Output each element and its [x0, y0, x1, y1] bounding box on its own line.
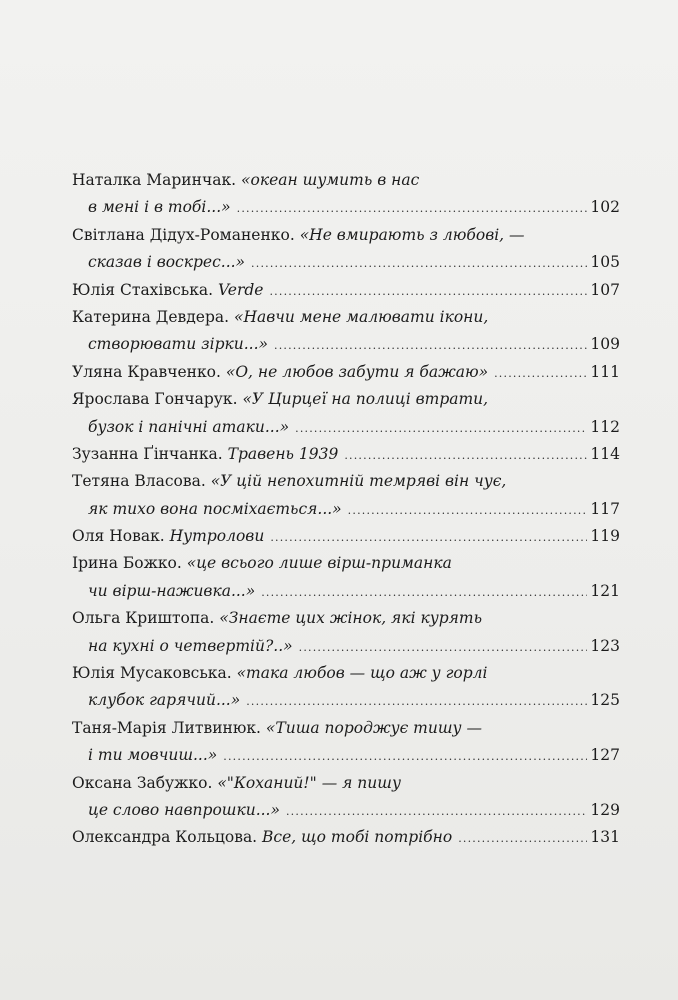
toc-title: «Навчи мене малювати ікони, — [233, 307, 489, 326]
toc-page-number: 114 — [590, 444, 620, 463]
toc-entry — [72, 824, 620, 851]
toc-entry — [72, 550, 620, 605]
toc-title: «така любов — що аж у горлі — [236, 664, 488, 683]
toc-entry — [72, 222, 620, 277]
toc-entry — [72, 441, 620, 468]
toc-entry — [72, 386, 620, 441]
toc-entry — [72, 770, 620, 825]
dot-leader — [246, 688, 587, 715]
toc-page-number: 105 — [590, 253, 620, 272]
toc-page-number: 117 — [590, 499, 620, 518]
toc-entry — [72, 277, 620, 304]
dot-leader — [261, 579, 587, 606]
dot-leader — [223, 743, 587, 770]
toc-author: Катерина Девдера. — [72, 307, 230, 326]
toc-author: Юлія Стахівська. — [72, 280, 214, 299]
toc-author: Наталка Маринчак. — [72, 171, 237, 189]
toc-entry — [72, 359, 620, 386]
toc-author: Юлія Мусаковська. — [72, 664, 232, 683]
dot-leader — [299, 634, 588, 661]
dot-leader — [270, 524, 587, 551]
toc-author: Уляна Кравченко. — [72, 362, 221, 381]
toc-author: Таня-Марія Литвинюк. — [72, 718, 261, 737]
toc-title-continued: на кухні о четвертій?..» — [88, 636, 293, 655]
toc-author: Тетяна Власова. — [72, 472, 206, 491]
dot-leader — [269, 278, 587, 305]
toc-page-number: 107 — [590, 280, 620, 299]
toc-entry — [72, 605, 620, 660]
toc-title: Нутролови — [169, 527, 265, 546]
toc-title: «"Коханий!" — я пишу — [217, 773, 401, 792]
dot-leader — [237, 195, 588, 222]
toc-page-number: 131 — [590, 828, 620, 847]
toc-page-number: 123 — [590, 636, 620, 655]
toc-entry — [72, 523, 620, 550]
toc-title-continued: в мені і в тобі...» — [88, 198, 231, 217]
dot-leader — [286, 798, 587, 825]
toc-title: «О, не любов забути я бажаю» — [225, 362, 489, 381]
toc-title-continued: сказав і воскрес...» — [88, 253, 246, 272]
toc-page-number: 129 — [590, 800, 620, 819]
dot-leader — [344, 442, 587, 469]
toc-author: Світлана Дідух-Романенко. — [72, 225, 295, 244]
toc-entry — [72, 304, 620, 359]
dot-leader — [251, 250, 587, 277]
toc-author: Ярослава Гончарук. — [72, 390, 238, 409]
toc-page-number: 102 — [590, 198, 620, 217]
toc-author: Зузанна Ґінчанка. — [72, 444, 223, 463]
toc-page-number: 121 — [590, 581, 620, 600]
toc-title-continued: клубок гарячий...» — [88, 691, 241, 710]
toc-title-continued: бузок і панічні атаки...» — [88, 417, 290, 436]
dot-leader — [348, 497, 588, 524]
toc-title-continued: і ти мовчиш...» — [88, 746, 218, 765]
toc-entry — [72, 167, 620, 222]
toc-title: «У цій непохитній темряві він чує, — [210, 472, 507, 491]
toc-title-continued: як тихо вона посміхається...» — [88, 499, 342, 518]
toc-page-number: 109 — [590, 335, 620, 354]
toc-author: Оксана Забужко. — [72, 773, 213, 792]
toc-author: Ірина Божко. — [72, 554, 182, 573]
toc-title-continued: створювати зірки...» — [88, 335, 269, 354]
dot-leader — [458, 825, 587, 852]
toc-page-number: 127 — [590, 746, 620, 765]
toc-page-number: 119 — [590, 527, 620, 546]
toc-entry — [72, 715, 620, 770]
toc-title-continued: це слово навпрошки...» — [88, 800, 280, 819]
toc-entry — [72, 468, 620, 523]
toc-title: «океан шумить в нас — [241, 171, 420, 189]
toc-author: Олександра Кольцова. — [72, 828, 258, 847]
dot-leader — [274, 332, 587, 359]
toc-title-continued: чи вірш-наживка...» — [88, 581, 256, 600]
toc-title: «Знаєте цих жінок, які курять — [219, 609, 483, 628]
toc-page-number: 125 — [590, 691, 620, 710]
toc-page-number: 112 — [590, 417, 620, 436]
dot-leader — [494, 360, 587, 387]
toc-title: Все, що тобі потрібно — [262, 828, 453, 847]
toc-entry — [72, 660, 620, 715]
toc-title: «У Цирцеї на полиці втрати, — [242, 390, 489, 409]
toc-title: «Не вмирають з любові, — — [299, 225, 525, 244]
toc-author: Оля Новак. — [72, 527, 165, 546]
toc-author: Ольга Криштопа. — [72, 609, 215, 628]
toc-title: Verde — [218, 280, 264, 299]
table-of-contents — [72, 167, 620, 852]
toc-title: «Тиша породжує тишу — — [265, 718, 482, 737]
toc-title: «це всього лише вірш-приманка — [186, 554, 452, 573]
toc-title: Травень 1939 — [227, 444, 339, 463]
toc-page-number: 111 — [590, 362, 620, 381]
dot-leader — [295, 415, 587, 442]
